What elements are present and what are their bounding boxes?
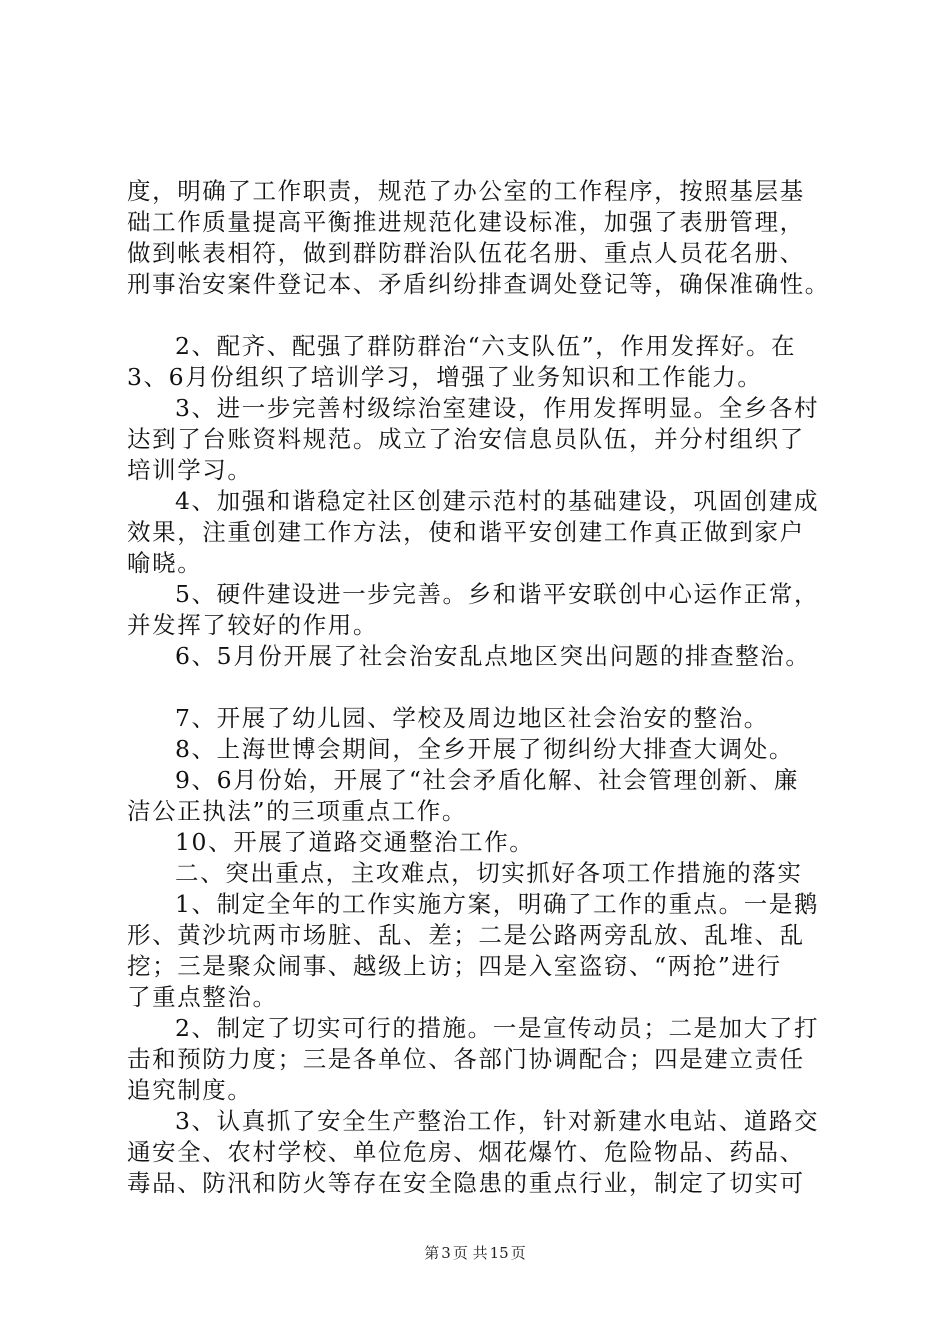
text-line: 形、黄沙坑两市场脏、乱、差；二是公路两旁乱放、乱堆、乱 xyxy=(127,921,805,949)
text-line: 2、制定了切实可行的措施。一是宣传动员；二是加大了打 xyxy=(175,1014,820,1042)
text-line: 效果，注重创建工作方法，使和谐平安创建工作真正做到家户 xyxy=(127,518,805,546)
section-heading: 二、突出重点，主攻难点，切实抓好各项工作措施的落实 xyxy=(175,859,803,887)
text-line: 达到了台账资料规范。成立了治安信息员队伍，并分村组织了 xyxy=(127,425,805,453)
text-line: 做到帐表相符，做到群防群治队伍花名册、重点人员花名册、 xyxy=(127,239,805,267)
text-line: 洁公正执法”的三项重点工作。 xyxy=(127,797,467,825)
text-line: 1、制定全年的工作实施方案，明确了工作的重点。一是鹅 xyxy=(175,890,820,918)
text-line: 培训学习。 xyxy=(127,456,253,484)
total-pages-number: 15 xyxy=(489,1244,509,1262)
text-line: 挖；三是聚众闹事、越级上访；四是入室盗窃、“两抢”进行 xyxy=(127,952,782,980)
text-line: 通安全、农村学校、单位危房、烟花爆竹、危险物品、药品、 xyxy=(127,1138,805,1166)
text-line: 3、6月份组织了培训学习，增强了业务知识和工作能力。 xyxy=(127,363,763,391)
text-line: 8、上海世博会期间，全乡开展了彻纠纷大排查大调处。 xyxy=(175,735,794,763)
text-line: 追究制度。 xyxy=(127,1076,253,1104)
text-line: 2、配齐、配强了群防群治“六支队伍”，作用发挥好。在 xyxy=(175,332,797,360)
text-line: 3、认真抓了安全生产整治工作，针对新建水电站、道路交 xyxy=(175,1107,820,1135)
text-line: 10、开展了道路交通整治工作。 xyxy=(175,828,535,856)
text-line: 9、6月份始，开展了“社会矛盾化解、社会管理创新、廉 xyxy=(175,766,800,794)
text-line: 了重点整治。 xyxy=(127,983,278,1011)
text-line: 6、5月份开展了社会治安乱点地区突出问题的排查整治。 xyxy=(175,642,811,670)
footer-middle: 页 共 xyxy=(452,1244,488,1262)
footer-prefix: 第 xyxy=(424,1244,440,1262)
text-line: 喻晓。 xyxy=(127,549,203,577)
text-line: 击和预防力度；三是各单位、各部门协调配合；四是建立责任 xyxy=(127,1045,805,1073)
text-line: 5、硬件建设进一步完善。乡和谐平安联创中心运作正常， xyxy=(175,580,820,608)
page-footer xyxy=(0,1243,950,1263)
current-page-number: 3 xyxy=(441,1244,451,1262)
text-line: 毒品、防汛和防火等存在安全隐患的重点行业，制定了切实可 xyxy=(127,1169,805,1197)
text-line: 础工作质量提高平衡推进规范化建设标准，加强了表册管理， xyxy=(127,208,805,236)
text-line: 度，明确了工作职责，规范了办公室的工作程序，按照基层基 xyxy=(127,177,805,205)
footer-suffix: 页 xyxy=(510,1244,526,1262)
text-line: 刑事治安案件登记本、矛盾纠纷排查调处登记等，确保准确性。 xyxy=(127,270,830,298)
text-line: 3、进一步完善村级综治室建设，作用发挥明显。全乡各村 xyxy=(175,394,820,422)
text-line: 4、加强和谐稳定社区创建示范村的基础建设，巩固创建成 xyxy=(175,487,820,515)
text-line: 并发挥了较好的作用。 xyxy=(127,611,378,639)
text-line: 7、开展了幼儿园、学校及周边地区社会治安的整治。 xyxy=(175,704,769,732)
